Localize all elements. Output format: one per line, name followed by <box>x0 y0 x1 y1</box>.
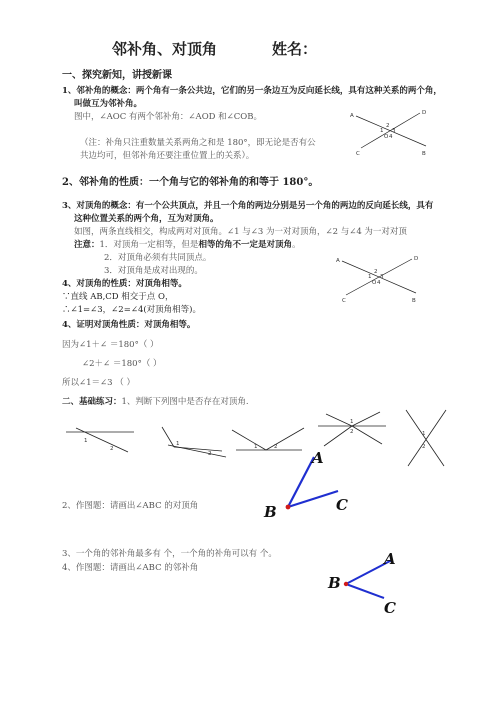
label-C: C <box>336 496 348 514</box>
section2-heading: 二、基础练习： <box>62 397 122 407</box>
question1: 1、判断下列图中是否存在对顶角. <box>121 397 249 407</box>
proof-heading: 4、证明对顶角性质：对顶角相等。 <box>62 320 196 330</box>
label-O: O <box>384 134 389 140</box>
note-item1-a: 1．对顶角一定相等，但是 <box>99 240 199 250</box>
label-A: A <box>384 550 396 568</box>
proof-step1: 因为∠1＋∠ ＝180°（ ） <box>62 340 159 350</box>
note-line1: （注：补角只注重数量关系两角之和是 180°，即无论是否有公 <box>80 138 316 148</box>
question4: 4、作图题：请画出∠ABC 的邻补角 <box>62 563 199 573</box>
label-C: C <box>342 298 346 304</box>
label-2: 2 <box>422 444 426 450</box>
intersect-figure-2 <box>334 253 424 303</box>
label-A: A <box>350 113 354 119</box>
label-A: A <box>336 258 340 264</box>
label-O: O <box>372 280 377 286</box>
intersect-figure-1 <box>346 108 436 158</box>
note-item1-c: 。 <box>291 240 301 250</box>
label-3: 3 <box>380 274 384 280</box>
proof-step2: ∠2＋∠ ＝180°（ ） <box>82 359 162 369</box>
worksheet-title: 邻补角、对顶角 <box>112 40 218 58</box>
label-D: D <box>422 110 427 116</box>
label-2: 2 <box>208 451 212 457</box>
section1-heading: 一、探究新知，讲授新课 <box>62 70 172 81</box>
adjacent-property: 2、邻补角的性质：一个角与它的邻补角的和等于 180°。 <box>62 177 319 188</box>
adjacent-def-line2: 叫做互为邻补角。 <box>74 99 143 109</box>
label-2: 2 <box>374 269 378 275</box>
label-1: 1 <box>422 431 426 437</box>
judge-figure-4 <box>318 410 388 450</box>
conclusion-line: ∴∠1=∠3，∠2=∠4(对顶角相等)。 <box>62 305 201 315</box>
vertical-def-line1: 3、对顶角的概念：有一个公共顶点，并且一个角的两边分别是另一个角的两边的反向延长线，具有 <box>62 201 434 211</box>
label-1: 1 <box>176 441 180 447</box>
label-C: C <box>356 151 360 157</box>
practice-line <box>62 397 249 408</box>
judge-figure-2 <box>158 425 228 459</box>
angle-abc-figure-1 <box>262 447 362 522</box>
note-item1-b: 相等的角不一定是对顶角 <box>198 240 292 250</box>
label-B: B <box>264 503 277 521</box>
label-1: 1 <box>254 444 258 450</box>
question3: 3、一个角的邻补角最多有 个，一个角的补角可以有 个。 <box>62 549 277 559</box>
label-4: 4 <box>377 280 381 286</box>
label-2: 2 <box>350 429 354 435</box>
label-2: 2 <box>274 444 278 450</box>
label-4: 4 <box>389 134 393 140</box>
note-item2: 2．对顶角必须有共同顶点。 <box>104 253 212 263</box>
question2: 2、作图题：请画出∠ABC 的对顶角 <box>62 501 199 511</box>
note-line2: 共边均可，但邻补角还要注重位置上的关系）。 <box>80 151 255 161</box>
label-D: D <box>414 256 419 262</box>
proof-step3: 所以∠1＝∠3 （ ） <box>62 378 135 388</box>
vertical-example: 如图，两条直线相交，构成两对对顶角。∠1 与∠3 为一对对顶角，∠2 与∠4 为一对对顶 <box>74 227 407 237</box>
label-B: B <box>412 298 416 304</box>
label-B: B <box>328 574 341 592</box>
label-1: 1 <box>380 128 384 134</box>
adjacent-def-line1: 1、邻补角的概念：两个角有一条公共边，它们的另一条边互为反向延长线，具有这种关系的两个角， <box>62 86 442 96</box>
given-line: ∵直线 AB,CD 相交于点 O， <box>62 292 174 302</box>
label-A: A <box>312 449 324 467</box>
angle-abc-figure-2 <box>322 548 412 616</box>
label-1: 1 <box>350 419 354 425</box>
label-C: C <box>384 599 396 617</box>
note-label: 注意： <box>74 240 100 250</box>
label-3: 3 <box>392 128 396 134</box>
label-2: 2 <box>110 446 114 452</box>
label-B: B <box>422 151 426 157</box>
name-label: 姓名： <box>272 40 318 58</box>
adjacent-example: 图中，∠AOC 有两个邻补角：∠AOD 和∠COB。 <box>74 112 263 122</box>
label-1: 1 <box>84 438 88 444</box>
vertical-property: 4、对顶角的性质：对顶角相等。 <box>62 279 187 289</box>
label-2: 2 <box>386 123 390 129</box>
note-item3: 3．对顶角是成对出现的。 <box>104 266 203 276</box>
note-item1 <box>74 240 300 251</box>
label-1: 1 <box>368 274 372 280</box>
judge-figure-5 <box>402 410 450 468</box>
vertical-def-line2: 这种位置关系的两个角，互为对顶角。 <box>74 214 219 224</box>
judge-figure-1 <box>66 428 136 458</box>
